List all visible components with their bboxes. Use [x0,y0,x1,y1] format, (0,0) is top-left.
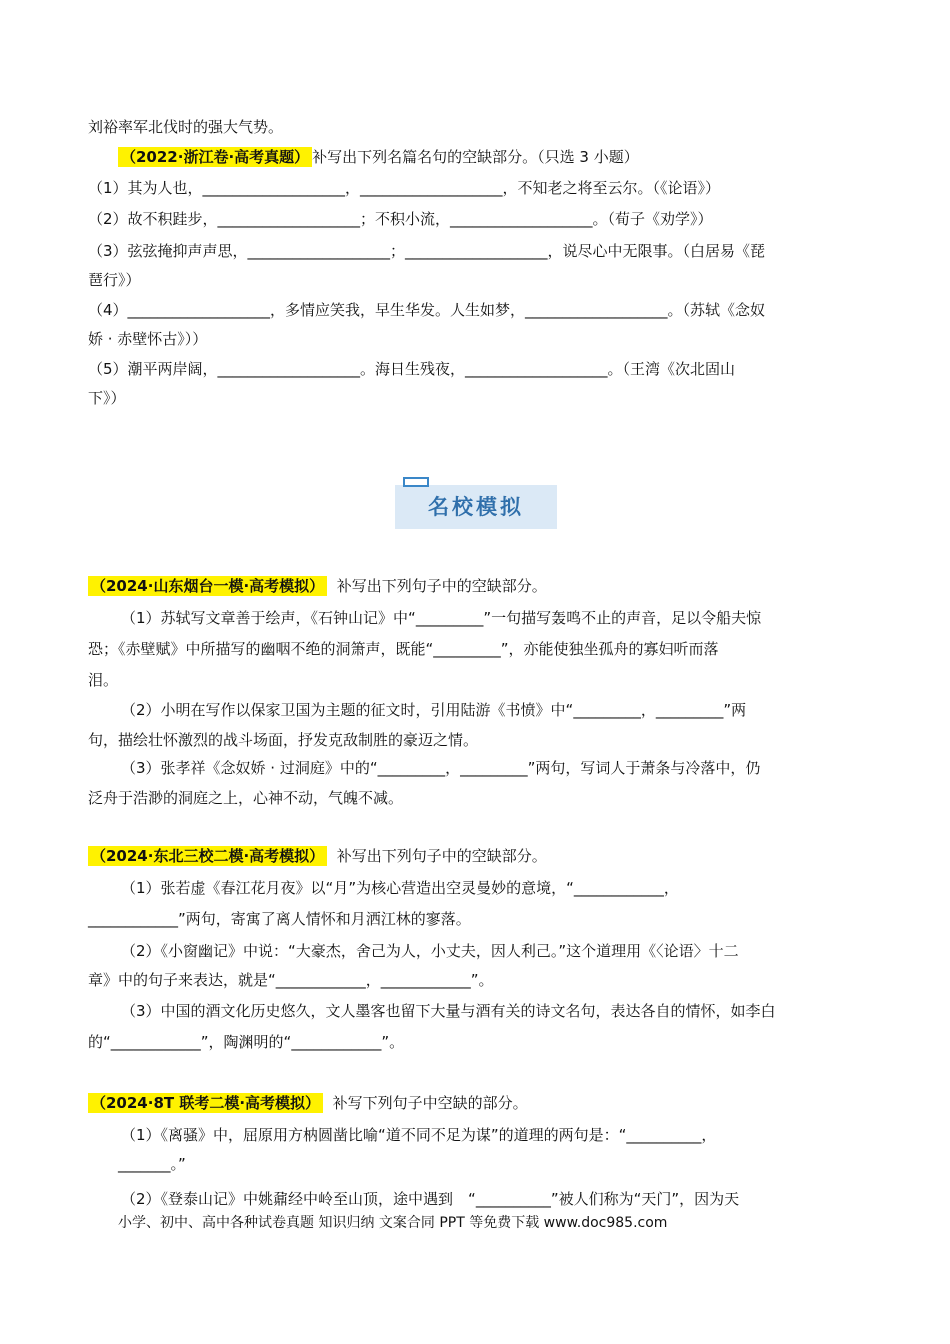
banner-decoration-icon [403,477,429,487]
instruction: 补写出下列句子中的空缺部分。 [336,847,547,865]
question-line: 恐；《赤壁赋》中所描写的幽咽不绝的洞箫声，既能“_________”，亦能使独坐孤舟的寡妇听而落 [88,640,719,658]
instruction: 补写出下列名篇名句的空缺部分。（只选 3 小题） [312,148,639,166]
question-header [118,147,639,167]
question-line: （2）《小窗幽记》中说：“大豪杰，舍己为人，小丈夫，因人利己。”这个道理用《〈论语〉十二 [121,942,739,960]
source-tag: （2024·8T 联考二模·高考模拟） [88,1093,323,1113]
question-line: 下》） [88,389,126,407]
question-line: 泪。 [88,671,119,689]
instruction: 补写下列句子中空缺的部分。 [332,1094,528,1112]
question-line: （3）中国的酒文化历史悠久，文人墨客也留下大量与酒有关的诗文名句，表达各自的情怀，如李白 [121,1002,776,1020]
question-line: （3）张孝祥《念奴娇 · 过洞庭》中的“_________，_________”两句，写词人于萧条与冷落中，仍 [121,759,761,777]
question-line: （1）其为人也，___________________，___________________，不知老之将至云尔。（《论语》） [88,179,721,197]
question-line: （5）潮平两岸阔，___________________。海日生残夜，___________________。（王湾《次北固山 [88,360,736,378]
question-line: 泛舟于浩渺的洞庭之上，心神不动，气魄不减。 [88,789,404,807]
source-tag: （2024·东北三校二模·高考模拟） [88,846,327,866]
question-line: （2）《登泰山记》中姚鼐经中岭至山顶，途中遇到 “__________”被人们称为“天门”，因为天 [121,1190,740,1208]
question-header [88,846,547,866]
question-line: 句，描绘壮怀激烈的战斗场面，抒发克敌制胜的豪迈之情。 [88,731,479,749]
question-line: （2）小明在写作以保家卫国为主题的征文时，引用陆游《书愤》中“_________，_________”两 [121,701,747,719]
question-header [88,1093,528,1113]
question-line: ____________”两句，寄寓了离人情怀和月洒江林的寥落。 [88,910,471,928]
question-line: 娇 · 赤壁怀古》）） [88,330,208,348]
question-line: （1）《离骚》中，屈原用方枘圆凿比喻“道不同不足为谋”的道理的两句是：“__________， [121,1126,717,1144]
source-tag: （2024·山东烟台一模·高考模拟） [88,576,327,596]
question-line: 琶行》） [88,271,141,289]
question-line: 章》中的句子来表达，就是“____________，____________”。 [88,971,494,989]
section-banner [395,485,557,529]
question-line: 的“____________”，陶渊明的“____________”。 [88,1033,405,1051]
question-line: （3）弦弦掩抑声声思，___________________；___________________，说尽心中无限事。（白居易《琵 [88,242,766,260]
banner-title: 名校模拟 [428,495,524,519]
question-line: （4）___________________，多情应笑我，早生华发。人生如梦，___________________。（苏轼《念奴 [88,301,766,319]
instruction: 补写出下列句子中的空缺部分。 [336,577,547,595]
question-header [88,576,547,596]
source-tag: （2022·浙江卷·高考真题） [118,147,312,167]
question-line: _______。” [118,1155,186,1173]
question-line: （1）苏轼写文章善于绘声，《石钟山记》中“_________”一句描写轰鸣不止的声音，足以令船夫惊 [121,609,762,627]
question-line: （1）张若虚《春江花月夜》以“月”为核心营造出空灵曼妙的意境，“____________， [121,879,679,897]
question-line: （2）故不积跬步，___________________；不积小流，___________________。（荀子《劝学》） [88,210,713,228]
continuation-text: 刘裕率军北伐时的强大气势。 [88,118,284,136]
footer-text: 小学、初中、高中各种试卷真题 知识归纳 文案合同 PPT 等免费下载 www.doc985.com [118,1215,668,1231]
